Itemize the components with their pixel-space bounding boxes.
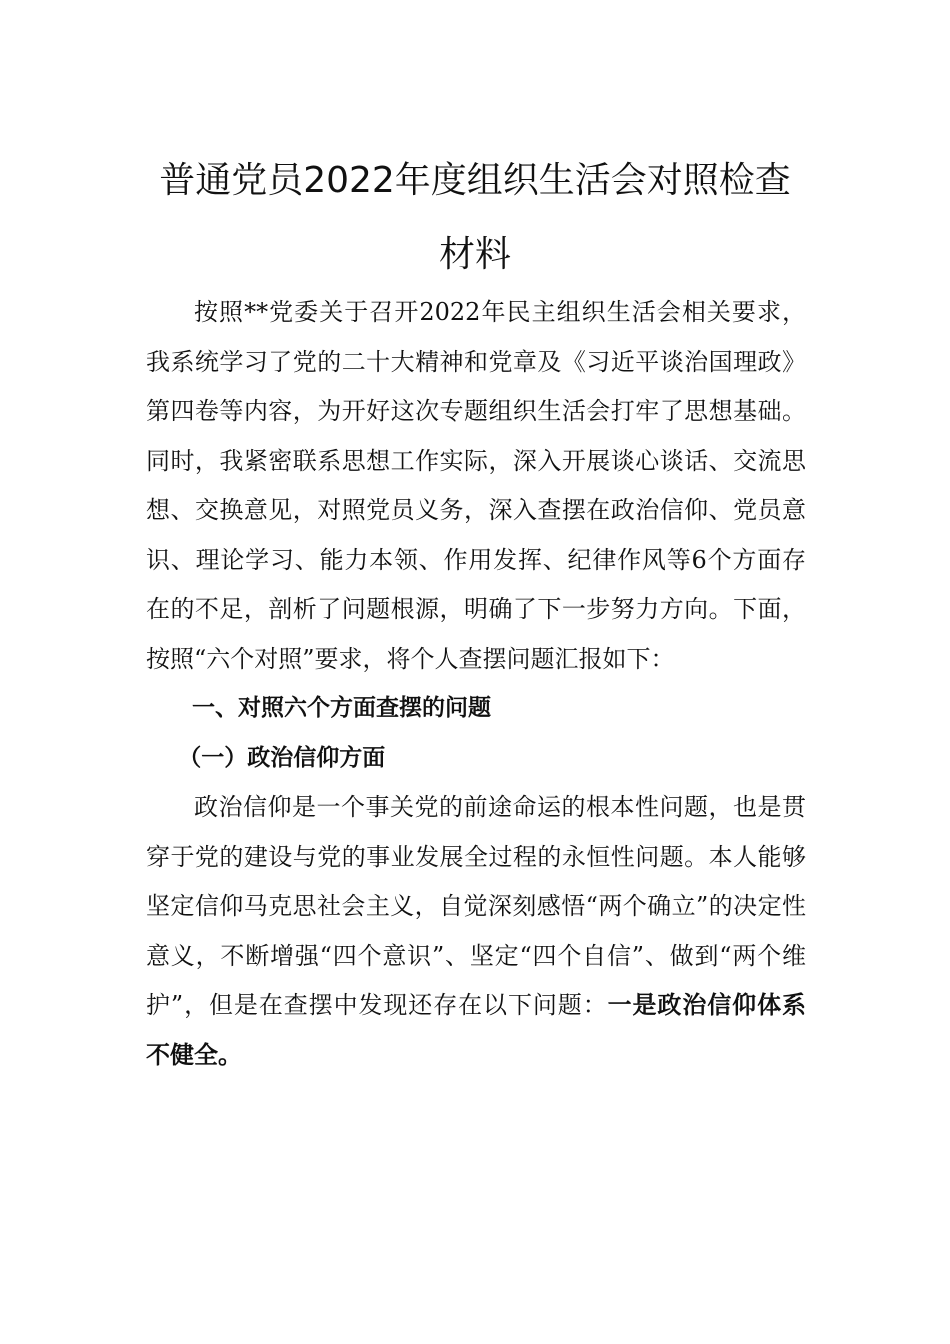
subsection-heading: （一）政治信仰方面: [178, 744, 386, 771]
document-title-line-1: 普通党员2022年度组织生活会对照检查: [159, 160, 791, 201]
political-belief-text: 政治信仰是一个事关党的前途命运的根本性问题，也是贯穿于党的建设与党的事业发展全过程的永恒性问题。本人能够坚定信仰马克思社会主义，自觉深刻感悟“两个确立”的决定性意义，不断增强“四个意识”、坚定“四个自信”、做到“两个维护”，但是在查摆中发现还存在以下问题：: [146, 793, 806, 1019]
section-heading: 一、对照六个方面查摆的问题: [192, 695, 491, 721]
document-title-line-2: 材料: [438, 234, 511, 275]
problem-one-label: 一是政治信仰体系不健全。: [146, 991, 806, 1069]
document-body: [146, 288, 806, 1080]
political-belief-paragraph: [146, 783, 806, 1080]
intro-paragraph: 按照**党委关于召开2022年民主组织生活会相关要求，我系统学习了党的二十大精神和党章及《习近平谈治国理政》第四卷等内容，为开好这次专题组织生活会打牢了思想基础。同时，我紧密联系思想工作实际，深入开展谈心谈话、交流思想、交换意见，对照党员义务，深入查摆在政治信仰、党员意识、理论学习、能力本领、作用发挥、纪律作风等6个方面存在的不足，剖析了问题根源，明确了下一步努力方向。下面，按照“六个对照”要求，将个人查摆问题汇报如下：: [146, 298, 806, 673]
